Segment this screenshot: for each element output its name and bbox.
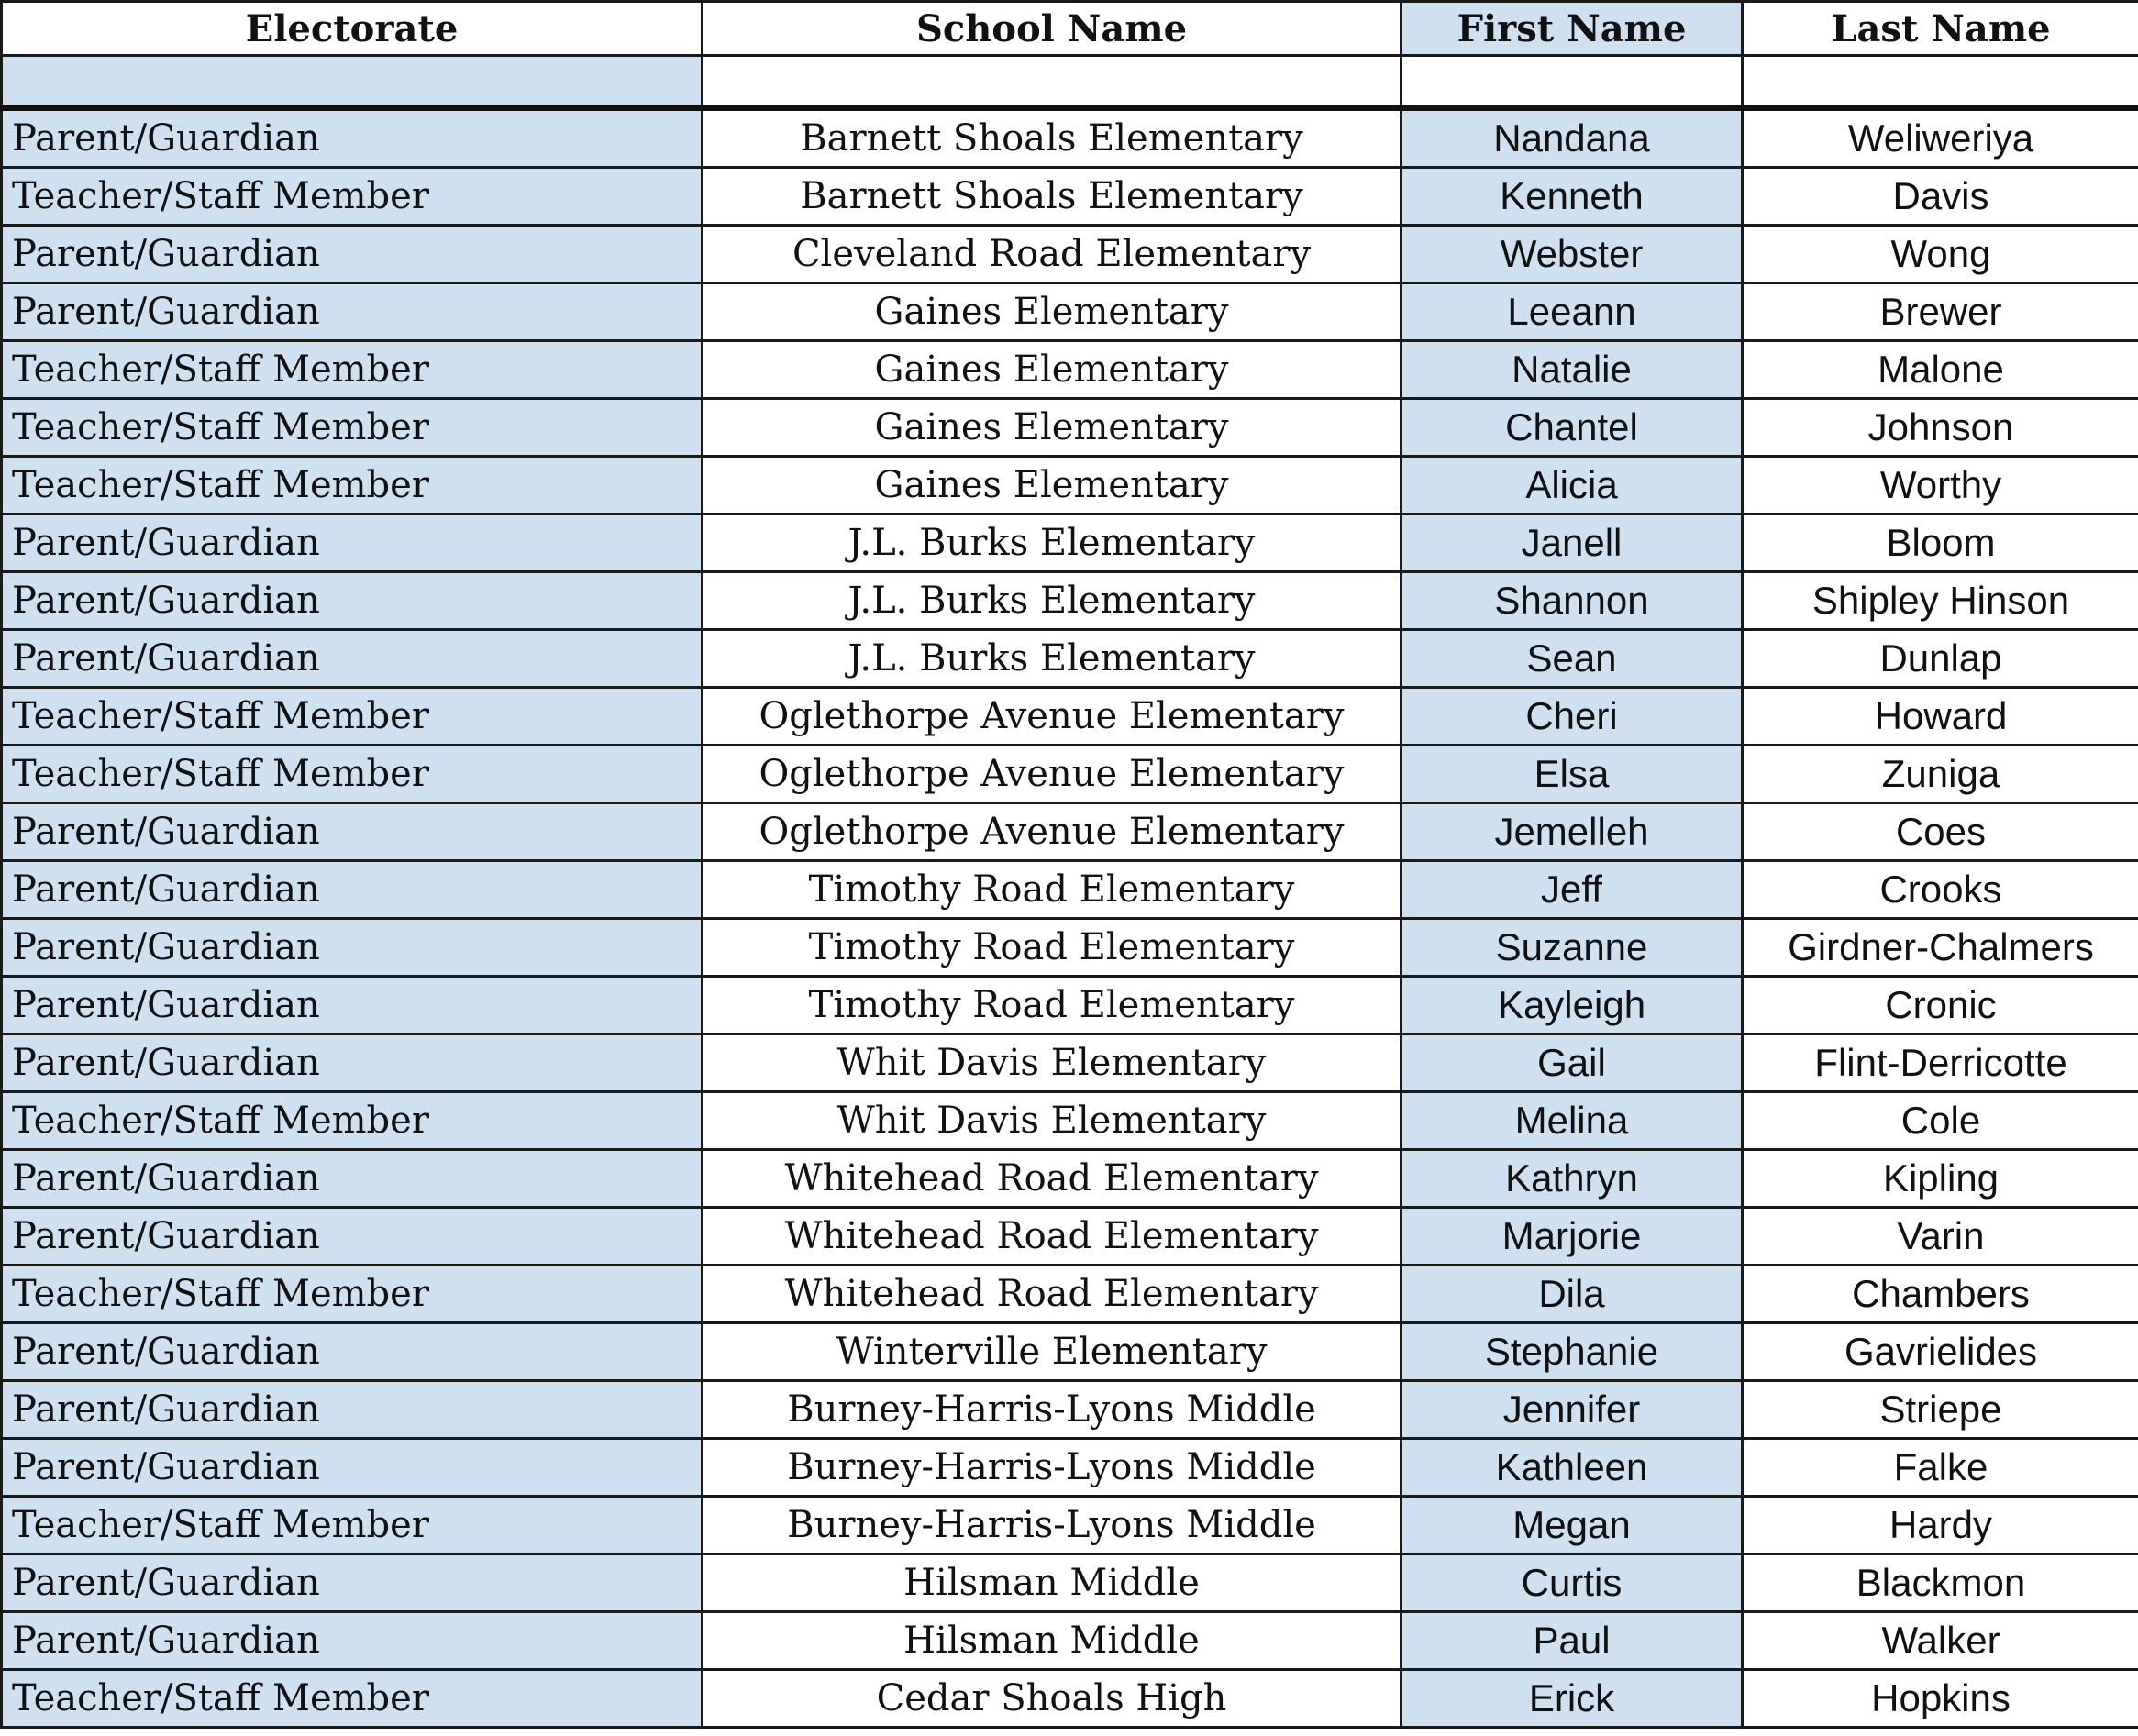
cell-school-name[interactable]: Timothy Road Elementary xyxy=(703,861,1401,919)
cell-first-name[interactable]: Gail xyxy=(1401,1034,1743,1092)
cell-school-name[interactable]: Cedar Shoals High xyxy=(703,1670,1401,1728)
cell-last-name[interactable]: Varin xyxy=(1743,1208,2138,1266)
header-row xyxy=(2,2,2138,56)
cell-last-name[interactable]: Wong xyxy=(1743,226,2138,283)
cell-electorate[interactable]: Parent/Guardian xyxy=(2,1612,703,1670)
cell-last-name[interactable]: Howard xyxy=(1743,688,2138,746)
cell-first-name[interactable]: Marjorie xyxy=(1401,1208,1743,1266)
cell-first-name[interactable]: Jeff xyxy=(1401,861,1743,919)
cell-electorate[interactable]: Teacher/Staff Member xyxy=(2,1092,703,1150)
cell-school-name[interactable]: Whitehead Road Elementary xyxy=(703,1208,1401,1266)
cell-first-name[interactable]: Leeann xyxy=(1401,283,1743,341)
cell-school-name[interactable]: Cleveland Road Elementary xyxy=(703,226,1401,283)
cell-electorate[interactable]: Parent/Guardian xyxy=(2,572,703,630)
cell-first-name[interactable]: Natalie xyxy=(1401,341,1743,399)
cell-electorate[interactable]: Parent/Guardian xyxy=(2,1439,703,1497)
cell-school-name[interactable]: Burney-Harris-Lyons Middle xyxy=(703,1497,1401,1554)
cell-electorate[interactable]: Parent/Guardian xyxy=(2,226,703,283)
table-row xyxy=(2,1497,2138,1554)
cell-first-name[interactable]: Curtis xyxy=(1401,1554,1743,1612)
cell-last-name[interactable]: Gavrielides xyxy=(1743,1323,2138,1381)
cell-electorate[interactable]: Parent/Guardian xyxy=(2,803,703,861)
table-row xyxy=(2,108,2138,168)
table-row xyxy=(2,399,2138,457)
cell-school-name[interactable]: Gaines Elementary xyxy=(703,341,1401,399)
table-row xyxy=(2,168,2138,226)
cell-electorate[interactable]: Parent/Guardian xyxy=(2,1381,703,1439)
cell-electorate[interactable]: Teacher/Staff Member xyxy=(2,1497,703,1554)
cell-electorate[interactable]: Parent/Guardian xyxy=(2,1554,703,1612)
cell-school-name[interactable]: Oglethorpe Avenue Elementary xyxy=(703,746,1401,803)
cell-first-name[interactable]: Elsa xyxy=(1401,746,1743,803)
cell-last-name[interactable]: Blackmon xyxy=(1743,1554,2138,1612)
cell-school-name[interactable]: Barnett Shoals Elementary xyxy=(703,168,1401,226)
cell-school-name[interactable]: Hilsman Middle xyxy=(703,1554,1401,1612)
table-row xyxy=(2,514,2138,572)
cell-school-name[interactable]: Gaines Elementary xyxy=(703,283,1401,341)
cell-electorate[interactable]: Teacher/Staff Member xyxy=(2,399,703,457)
cell-last-name[interactable]: Davis xyxy=(1743,168,2138,226)
cell-electorate[interactable]: Parent/Guardian xyxy=(2,1208,703,1266)
cell-last-name[interactable]: Johnson xyxy=(1743,399,2138,457)
cell-last-name[interactable]: Zuniga xyxy=(1743,746,2138,803)
table-row xyxy=(2,1612,2138,1670)
cell-first-name[interactable]: Stephanie xyxy=(1401,1323,1743,1381)
cell-electorate[interactable]: Teacher/Staff Member xyxy=(2,1670,703,1728)
table-row xyxy=(2,457,2138,514)
cell-first-name[interactable]: Suzanne xyxy=(1401,919,1743,977)
table-row xyxy=(2,746,2138,803)
cell-first-name[interactable]: Kayleigh xyxy=(1401,977,1743,1034)
table-row xyxy=(2,630,2138,688)
cell-school-name[interactable]: Hilsman Middle xyxy=(703,1612,1401,1670)
cell-school-name[interactable]: J.L. Burks Elementary xyxy=(703,514,1401,572)
cell-first-name[interactable]: Jemelleh xyxy=(1401,803,1743,861)
cell-last-name[interactable]: Cole xyxy=(1743,1092,2138,1150)
cell-first-name[interactable]: Melina xyxy=(1401,1092,1743,1150)
filter-cell-last[interactable] xyxy=(1743,56,2138,108)
cell-electorate[interactable]: Parent/Guardian xyxy=(2,1150,703,1208)
cell-last-name[interactable]: Striepe xyxy=(1743,1381,2138,1439)
cell-electorate[interactable]: Parent/Guardian xyxy=(2,630,703,688)
table-row xyxy=(2,226,2138,283)
table-row xyxy=(2,283,2138,341)
cell-electorate[interactable]: Parent/Guardian xyxy=(2,514,703,572)
cell-last-name[interactable]: Shipley Hinson xyxy=(1743,572,2138,630)
cell-electorate[interactable]: Parent/Guardian xyxy=(2,108,703,168)
cell-electorate[interactable]: Teacher/Staff Member xyxy=(2,457,703,514)
cell-first-name[interactable]: Nandana xyxy=(1401,108,1743,168)
cell-school-name[interactable]: Gaines Elementary xyxy=(703,399,1401,457)
filter-row xyxy=(2,56,2138,108)
cell-first-name[interactable]: Shannon xyxy=(1401,572,1743,630)
table-row xyxy=(2,803,2138,861)
cell-school-name[interactable]: Timothy Road Elementary xyxy=(703,919,1401,977)
cell-first-name[interactable]: Erick xyxy=(1401,1670,1743,1728)
table-row xyxy=(2,341,2138,399)
cell-school-name[interactable]: Winterville Elementary xyxy=(703,1323,1401,1381)
table-row xyxy=(2,1266,2138,1323)
cell-last-name[interactable]: Dunlap xyxy=(1743,630,2138,688)
table-row xyxy=(2,1670,2138,1728)
header-last-name[interactable]: Last Name xyxy=(1743,2,2138,56)
cell-last-name[interactable]: Cronic xyxy=(1743,977,2138,1034)
cell-first-name[interactable]: Jennifer xyxy=(1401,1381,1743,1439)
cell-school-name[interactable]: Gaines Elementary xyxy=(703,457,1401,514)
cell-first-name[interactable]: Alicia xyxy=(1401,457,1743,514)
cell-last-name[interactable]: Coes xyxy=(1743,803,2138,861)
cell-electorate[interactable]: Parent/Guardian xyxy=(2,283,703,341)
table-row xyxy=(2,919,2138,977)
cell-electorate[interactable]: Teacher/Staff Member xyxy=(2,688,703,746)
table-row xyxy=(2,1381,2138,1439)
cell-first-name[interactable]: Cheri xyxy=(1401,688,1743,746)
cell-school-name[interactable]: Whit Davis Elementary xyxy=(703,1034,1401,1092)
cell-last-name[interactable]: Hardy xyxy=(1743,1497,2138,1554)
cell-last-name[interactable]: Girdner-Chalmers xyxy=(1743,919,2138,977)
table-row xyxy=(2,861,2138,919)
filter-cell-school[interactable] xyxy=(703,56,1401,108)
cell-school-name[interactable]: Oglethorpe Avenue Elementary xyxy=(703,688,1401,746)
cell-school-name[interactable]: Whit Davis Elementary xyxy=(703,1092,1401,1150)
cell-school-name[interactable]: Barnett Shoals Elementary xyxy=(703,108,1401,168)
table-row xyxy=(2,572,2138,630)
table-row xyxy=(2,977,2138,1034)
header-electorate[interactable]: Electorate xyxy=(2,2,703,56)
cell-last-name[interactable]: Worthy xyxy=(1743,457,2138,514)
cell-last-name[interactable]: Chambers xyxy=(1743,1266,2138,1323)
cell-electorate[interactable]: Parent/Guardian xyxy=(2,1323,703,1381)
cell-first-name[interactable]: Paul xyxy=(1401,1612,1743,1670)
cell-last-name[interactable]: Brewer xyxy=(1743,283,2138,341)
cell-electorate[interactable]: Teacher/Staff Member xyxy=(2,168,703,226)
cell-electorate[interactable]: Teacher/Staff Member xyxy=(2,746,703,803)
cell-first-name[interactable]: Kathleen xyxy=(1401,1439,1743,1497)
cell-first-name[interactable]: Kathryn xyxy=(1401,1150,1743,1208)
table-row xyxy=(2,1208,2138,1266)
cell-school-name[interactable]: Burney-Harris-Lyons Middle xyxy=(703,1381,1401,1439)
cell-last-name[interactable]: Crooks xyxy=(1743,861,2138,919)
cell-school-name[interactable]: J.L. Burks Elementary xyxy=(703,572,1401,630)
cell-first-name[interactable]: Megan xyxy=(1401,1497,1743,1554)
cell-electorate[interactable]: Parent/Guardian xyxy=(2,977,703,1034)
cell-electorate[interactable]: Teacher/Staff Member xyxy=(2,341,703,399)
cell-school-name[interactable]: Whitehead Road Elementary xyxy=(703,1150,1401,1208)
header-first-name[interactable]: First Name xyxy=(1401,2,1743,56)
table-body xyxy=(2,108,2138,1728)
cell-first-name[interactable]: Kenneth xyxy=(1401,168,1743,226)
table-row xyxy=(2,1439,2138,1497)
cell-school-name[interactable]: Whitehead Road Elementary xyxy=(703,1266,1401,1323)
table-row xyxy=(2,1323,2138,1381)
cell-electorate[interactable]: Teacher/Staff Member xyxy=(2,1266,703,1323)
cell-school-name[interactable]: J.L. Burks Elementary xyxy=(703,630,1401,688)
table-row xyxy=(2,688,2138,746)
cell-last-name[interactable]: Kipling xyxy=(1743,1150,2138,1208)
cell-first-name[interactable]: Webster xyxy=(1401,226,1743,283)
table-row xyxy=(2,1034,2138,1092)
cell-electorate[interactable]: Parent/Guardian xyxy=(2,861,703,919)
cell-school-name[interactable]: Timothy Road Elementary xyxy=(703,977,1401,1034)
cell-last-name[interactable]: Weliweriya xyxy=(1743,108,2138,168)
cell-school-name[interactable]: Burney-Harris-Lyons Middle xyxy=(703,1439,1401,1497)
table-row xyxy=(2,1092,2138,1150)
filter-cell-electorate[interactable] xyxy=(2,56,703,108)
cell-first-name[interactable]: Sean xyxy=(1401,630,1743,688)
table-row xyxy=(2,1150,2138,1208)
cell-last-name[interactable]: Hopkins xyxy=(1743,1670,2138,1728)
header-school-name[interactable]: School Name xyxy=(703,2,1401,56)
cell-last-name[interactable]: Malone xyxy=(1743,341,2138,399)
cell-last-name[interactable]: Walker xyxy=(1743,1612,2138,1670)
cell-school-name[interactable]: Oglethorpe Avenue Elementary xyxy=(703,803,1401,861)
cell-last-name[interactable]: Bloom xyxy=(1743,514,2138,572)
cell-first-name[interactable]: Chantel xyxy=(1401,399,1743,457)
cell-electorate[interactable]: Parent/Guardian xyxy=(2,919,703,977)
cell-last-name[interactable]: Falke xyxy=(1743,1439,2138,1497)
table-row xyxy=(2,1554,2138,1612)
cell-first-name[interactable]: Janell xyxy=(1401,514,1743,572)
cell-last-name[interactable]: Flint-Derricotte xyxy=(1743,1034,2138,1092)
cell-first-name[interactable]: Dila xyxy=(1401,1266,1743,1323)
filter-cell-first[interactable] xyxy=(1401,56,1743,108)
cell-electorate[interactable]: Parent/Guardian xyxy=(2,1034,703,1092)
